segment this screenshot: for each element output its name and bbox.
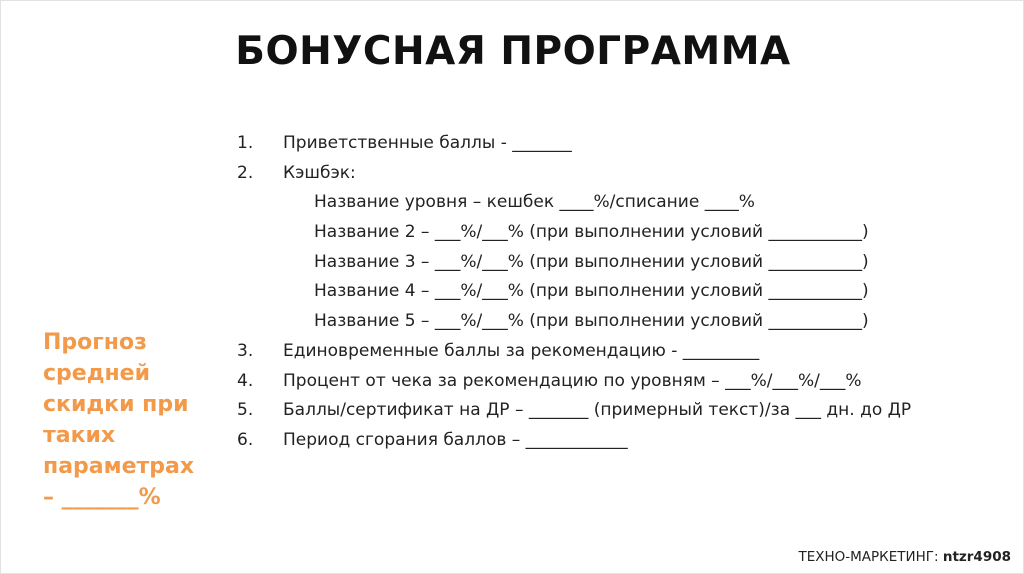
footer-code: ntzr4908 (942, 549, 1011, 565)
list-item (237, 159, 1007, 189)
list-item-number: 6. (237, 429, 254, 450)
list-item (237, 367, 1007, 397)
forecast-line: таких (43, 423, 116, 448)
list-item-text: Процент от чека за рекомендацию по уровням – ___%/___%/___% (283, 370, 862, 391)
forecast-line: средней (43, 361, 151, 386)
list-item-text: Приветственные баллы - _______ (283, 133, 572, 153)
sub-list-item (237, 307, 1007, 337)
sub-list-item-text: Название 3 – ___%/___% (при выполнении условий ___________) (314, 251, 869, 272)
list-item-number: 3. (237, 340, 254, 361)
forecast-line: – _______% (43, 485, 161, 510)
list-item (237, 396, 1007, 426)
page-title: БОНУСНАЯ ПРОГРАММА (235, 29, 791, 74)
forecast-line: параметрах (43, 454, 195, 479)
forecast-line: Прогноз (43, 330, 147, 355)
sub-list-item (237, 277, 1007, 307)
sub-list-item-text: Название уровня – кешбек ____%/списание ____% (314, 192, 755, 213)
sub-list-item (237, 248, 1007, 278)
footer-label: ТЕХНО-МАРКЕТИНГ: (798, 549, 943, 565)
sub-list-item (237, 218, 1007, 248)
discount-forecast (43, 327, 223, 513)
sub-list-item-text: Название 5 – ___%/___% (при выполнении условий ___________) (314, 311, 869, 332)
list-item-text: Кэшбэк: (283, 162, 356, 183)
sub-list-item (237, 188, 1007, 218)
list-item-number: 5. (237, 400, 254, 421)
list-item (237, 337, 1007, 367)
footer-watermark (798, 549, 1011, 565)
forecast-line: скидки при (43, 392, 189, 417)
list-item-number: 2. (237, 162, 254, 183)
bonus-program-list (237, 129, 1007, 456)
list-item-text: Период сгорания баллов – ____________ (283, 429, 628, 450)
list-item (237, 129, 1007, 159)
sub-list-item-text: Название 4 – ___%/___% (при выполнении условий ___________) (314, 281, 869, 302)
list-item-text: Баллы/сертификат на ДР – _______ (примерный текст)/за ___ дн. до ДР (283, 400, 912, 421)
list-item-number: 4. (237, 370, 254, 391)
list-item (237, 426, 1007, 456)
sub-list-item-text: Название 2 – ___%/___% (при выполнении условий ___________) (314, 222, 869, 243)
list-item-number: 1. (237, 133, 254, 153)
list-item-text: Единовременные баллы за рекомендацию - _________ (283, 340, 760, 361)
